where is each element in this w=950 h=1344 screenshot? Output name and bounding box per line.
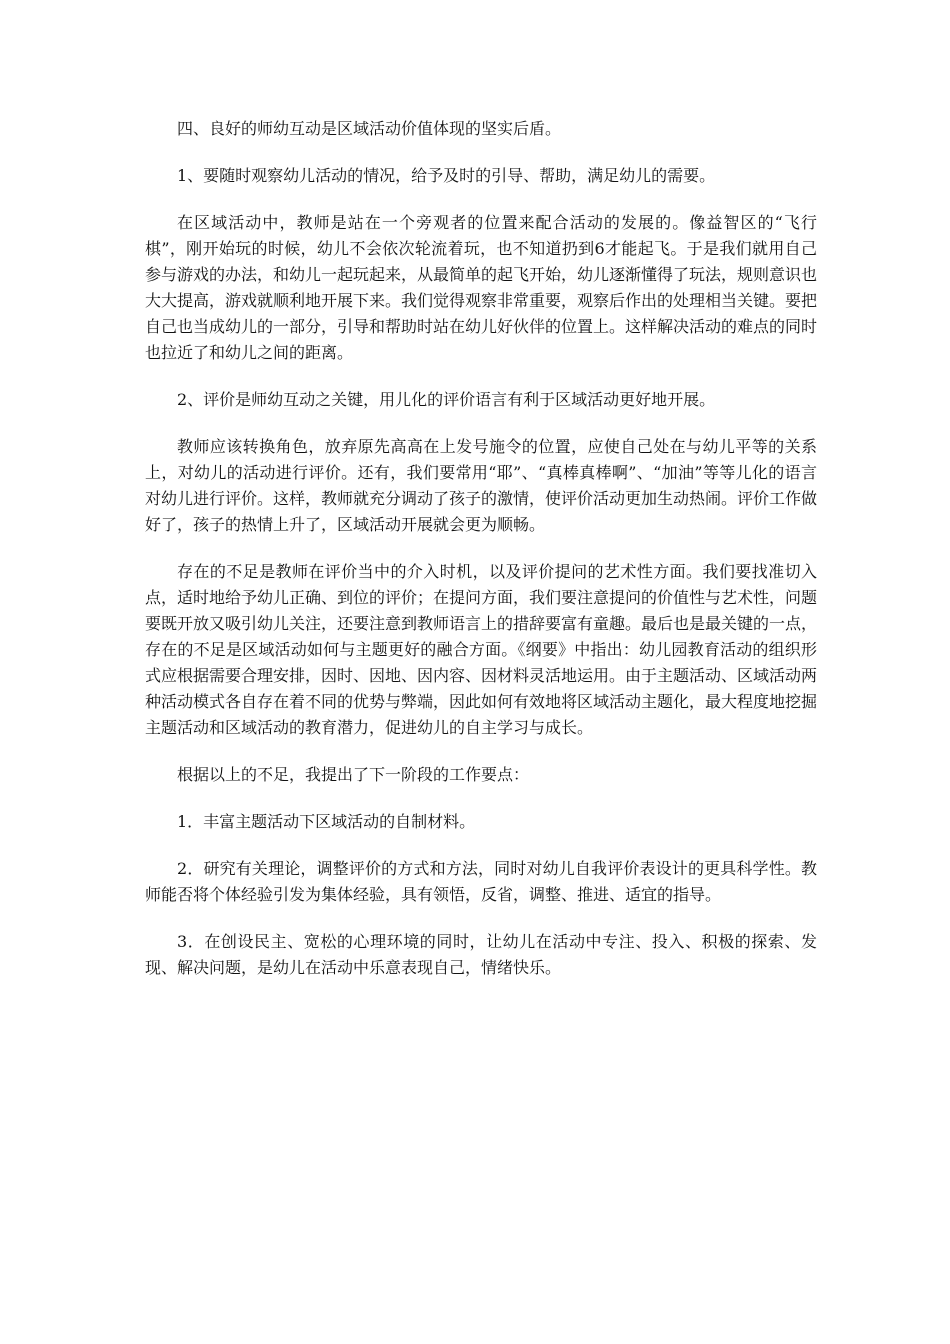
point-heading-1: 1、要随时观察幼儿活动的情况，给予及时的引导、帮助，满足幼儿的需要。 (177, 166, 716, 185)
body-paragraph: 根据以上的不足，我提出了下一阶段的工作要点： (177, 765, 530, 784)
body-paragraph: 存在的不足是教师在评价当中的介入时机，以及评价提问的艺术性方面。我们要找准切入点，适时地给予幼儿正确、到位的评价；在提问方面，我们要注意提问的价值性与艺术性，问题要既开放又吸引幼儿关注，还要注意到教师语言上的措辞要富有童趣。最后也是最关键的一点，存在的不足是区域活动如何与主题更好的融合方面。《纲要》中指出：幼儿园教育活动的组织形式应根据需要合理安排，因时、因地、因内容、因材料灵活地运用。由于主题活动、区域活动两种活动模式各自存在着不同的优势与弊端，因此如何有效地将区域活动主题化，最大程度地挖掘主题活动和区域活动的教育潜力，促进幼儿的自主学习与成长。 (145, 562, 818, 737)
section-heading: 四、良好的师幼互动是区域活动价值体现的坚实后盾。 (177, 119, 562, 138)
body-paragraph: 教师应该转换角色，放弃原先高高在上发号施令的位置，应使自己处在与幼儿平等的关系上，对幼儿的活动进行评价。还有，我们要常用“耶”、“真棒真棒啊”、“加油”等等儿化的语言对幼儿进行评价。这样，教师就充分调动了孩子的激情，使评价活动更加生动热闹。评价工作做好了，孩子的热情上升了，区域活动开展就会更为顺畅。 (145, 437, 818, 534)
body-paragraph: 在区域活动中，教师是站在一个旁观者的位置来配合活动的发展的。像益智区的“飞行棋”，刚开始玩的时候，幼儿不会依次轮流着玩，也不知道扔到6才能起飞。于是我们就用自己参与游戏的办法，和幼儿一起玩起来，从最简单的起飞开始，幼儿逐渐懂得了玩法，规则意识也大大提高，游戏就顺利地开展下来。我们觉得观察非常重要，观察后作出的处理相当关键。要把自己也当成幼儿的一部分，引导和帮助时站在幼儿好伙伴的位置上。这样解决活动的难点的同时也拉近了和幼儿之间的距离。 (145, 213, 818, 362)
document-body (145, 116, 817, 1002)
list-item: 3．在创设民主、宽松的心理环境的同时，让幼儿在活动中专注、投入、积极的探索、发现、解决问题，是幼儿在活动中乐意表现自己，情绪快乐。 (145, 932, 817, 977)
list-item: 2．研究有关理论，调整评价的方式和方法，同时对幼儿自我评价表设计的更具科学性。教师能否将个体经验引发为集体经验，具有领悟，反省，调整、推进、适宜的指导。 (145, 859, 817, 904)
point-heading-2: 2、评价是师幼互动之关键，用儿化的评价语言有利于区域活动更好地开展。 (177, 390, 716, 409)
list-item: 1．丰富主题活动下区域活动的自制材料。 (177, 812, 476, 831)
